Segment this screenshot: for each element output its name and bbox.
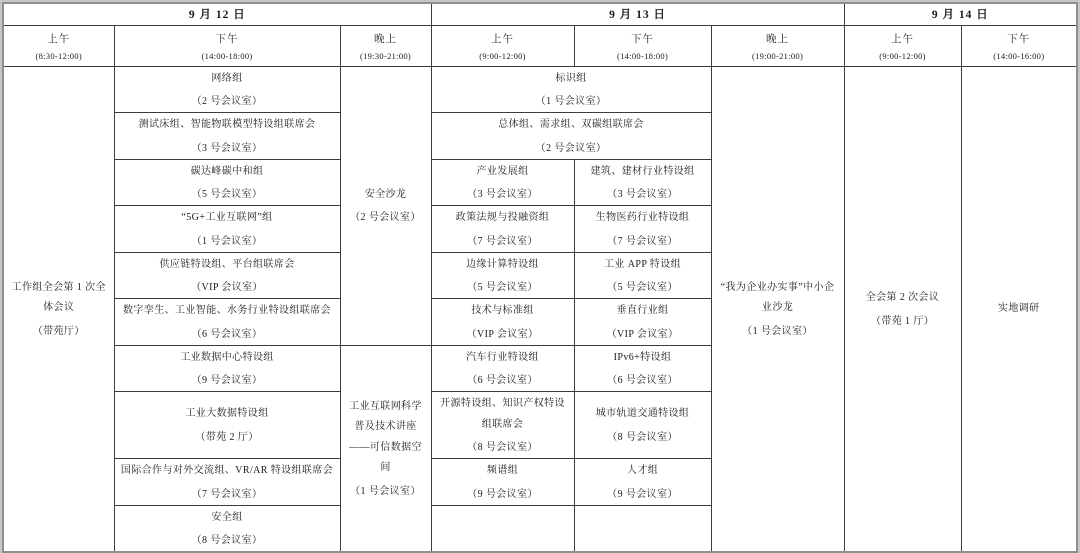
session-name: 生物医药行业特设组 bbox=[595, 212, 690, 223]
slot-label: 上午 bbox=[491, 33, 515, 45]
session-name: 测试床组、智能物联模型特设组联席会 bbox=[138, 119, 316, 130]
session-room: （8 号会议室） bbox=[607, 431, 678, 443]
session-cell bbox=[114, 459, 340, 506]
session-name: 频谱组 bbox=[486, 465, 519, 476]
slot-time: (14:00-16:00) bbox=[993, 50, 1045, 61]
slot-time: (9:00-12:00) bbox=[479, 50, 526, 61]
session-name: 国际合作与对外交流组、VR/AR 特设组联席会 bbox=[120, 465, 334, 476]
session-name: 标识组 bbox=[555, 72, 587, 84]
session-room: （8 号会议室） bbox=[191, 535, 263, 546]
date-header: 9 月 12 日 bbox=[3, 3, 431, 25]
session-name: 总体组、需求组、双碳组联席会 bbox=[498, 119, 644, 130]
session-room: （5 号会议室） bbox=[467, 282, 538, 293]
slot-time: (19:30-21:00) bbox=[359, 50, 412, 61]
session-cell bbox=[114, 299, 340, 346]
session-cell bbox=[961, 66, 1077, 552]
session-name: 供应链特设组、平台组联席会 bbox=[159, 258, 295, 270]
session-name: 工业大数据特设组 bbox=[185, 408, 269, 420]
slot-time: (14:00-18:00) bbox=[616, 50, 669, 61]
slot-label: 下午 bbox=[631, 33, 655, 45]
session-cell bbox=[114, 113, 340, 160]
session-name: IPv6+特设组 bbox=[613, 351, 672, 363]
session-name: “5G+工业互联网”组 bbox=[181, 212, 273, 223]
session-cell bbox=[574, 392, 711, 459]
date-header: 9 月 14 日 bbox=[844, 3, 1077, 25]
time-slot-header bbox=[711, 25, 844, 66]
session-cell bbox=[431, 159, 574, 206]
session-cell bbox=[574, 159, 711, 206]
session-cell bbox=[431, 299, 574, 346]
session-name: 产业发展组 bbox=[476, 165, 529, 177]
time-header-row bbox=[3, 25, 1077, 66]
session-cell bbox=[431, 252, 574, 299]
session-room: （5 号会议室） bbox=[191, 189, 263, 200]
session-name: 工业 APP 特设组 bbox=[604, 258, 682, 270]
session-name: 全会第 2 次会议 bbox=[865, 292, 940, 303]
session-room: （VIP 会议室） bbox=[466, 328, 539, 340]
time-slot-header bbox=[844, 25, 961, 66]
slot-label: 晚上 bbox=[766, 33, 790, 45]
session-room: （带苑 1 厅） bbox=[870, 315, 935, 327]
session-cell bbox=[574, 505, 711, 552]
session-name: 数字孪生、工业智能、水务行业特设组联席会 bbox=[123, 305, 331, 316]
session-cell bbox=[431, 505, 574, 552]
session-cell bbox=[574, 459, 711, 506]
session-room: （7 号会议室） bbox=[191, 488, 263, 500]
session-name: 政策法规与投融资组 bbox=[455, 212, 550, 223]
session-cell bbox=[3, 66, 114, 552]
session-room: （1 号会议室） bbox=[350, 485, 421, 497]
session-room: （5 号会议室） bbox=[607, 282, 678, 293]
session-name: 工作组全会第 1 次全体会议 bbox=[11, 281, 106, 314]
session-room: （8 号会议室） bbox=[467, 442, 538, 453]
session-room: （3 号会议室） bbox=[467, 189, 538, 200]
session-cell bbox=[114, 345, 340, 392]
slot-label: 上午 bbox=[891, 33, 915, 45]
slot-time: (9:00-12:00) bbox=[879, 50, 926, 61]
session-room: （9 号会议室） bbox=[607, 488, 678, 500]
time-slot-header bbox=[431, 25, 574, 66]
session-name: 边缘计算特设组 bbox=[466, 258, 539, 270]
slot-label: 晚上 bbox=[374, 33, 398, 45]
session-room: （1 号会议室） bbox=[191, 235, 263, 247]
session-cell bbox=[431, 459, 574, 506]
session-cell bbox=[340, 345, 431, 552]
session-name: 安全沙龙 bbox=[364, 188, 407, 200]
session-room: （3 号会议室） bbox=[607, 189, 678, 200]
session-room: （1 号会议室） bbox=[535, 96, 607, 107]
session-name: 开源特设组、知识产权特设组联席会 bbox=[440, 398, 565, 430]
time-slot-header bbox=[961, 25, 1077, 66]
session-room: （VIP 会议室） bbox=[191, 282, 263, 293]
slot-label: 下午 bbox=[215, 33, 239, 45]
session-cell bbox=[574, 345, 711, 392]
session-cell bbox=[431, 345, 574, 392]
session-name: 实地调研 bbox=[997, 302, 1040, 314]
schedule-row bbox=[3, 66, 1077, 113]
session-room: （2 号会议室） bbox=[191, 96, 263, 107]
session-cell bbox=[431, 113, 711, 160]
session-cell bbox=[574, 252, 711, 299]
time-slot-header bbox=[340, 25, 431, 66]
session-name: 网络组 bbox=[211, 72, 243, 84]
session-cell bbox=[844, 66, 961, 552]
session-name: “我为企业办实事”中小企业沙龙 bbox=[720, 281, 835, 314]
session-cell bbox=[114, 252, 340, 299]
slot-label: 上午 bbox=[47, 33, 71, 45]
session-cell bbox=[340, 66, 431, 345]
session-room: （带苑厅） bbox=[32, 325, 85, 337]
session-room: （7 号会议室） bbox=[607, 235, 678, 247]
time-slot-header bbox=[3, 25, 114, 66]
time-slot-header bbox=[114, 25, 340, 66]
session-room: （7 号会议室） bbox=[467, 235, 538, 247]
session-cell bbox=[114, 66, 340, 113]
session-room: （6 号会议室） bbox=[191, 328, 263, 340]
session-name: 安全组 bbox=[211, 511, 243, 523]
session-room: （2 号会议室） bbox=[535, 142, 607, 154]
session-name: 技术与标准组 bbox=[471, 305, 534, 316]
session-cell bbox=[574, 206, 711, 253]
session-room: （3 号会议室） bbox=[191, 142, 263, 154]
session-room: （带苑 2 厅） bbox=[195, 431, 259, 443]
slot-time: (8:30-12:00) bbox=[35, 50, 83, 61]
session-room: （6 号会议室） bbox=[607, 375, 678, 386]
time-slot-header bbox=[574, 25, 711, 66]
session-name: 工业数据中心特设组 bbox=[180, 351, 274, 363]
slot-label: 下午 bbox=[1007, 33, 1031, 45]
session-name: 汽车行业特设组 bbox=[466, 351, 539, 363]
schedule-sheet bbox=[2, 2, 1076, 546]
session-cell bbox=[431, 206, 574, 253]
session-name: 垂直行业组 bbox=[616, 305, 669, 316]
session-cell bbox=[431, 66, 711, 113]
session-room: （9 号会议室） bbox=[191, 375, 263, 386]
session-cell bbox=[114, 392, 340, 459]
date-header-row bbox=[3, 3, 1077, 25]
schedule-table bbox=[2, 2, 1078, 553]
session-cell bbox=[114, 206, 340, 253]
slot-time: (19:00-21:00) bbox=[751, 50, 804, 61]
session-cell bbox=[574, 299, 711, 346]
slot-time: (14:00-18:00) bbox=[201, 50, 253, 61]
session-name: 建筑、建材行业特设组 bbox=[590, 165, 695, 177]
session-room: （2 号会议室） bbox=[350, 212, 421, 224]
date-header: 9 月 13 日 bbox=[431, 3, 844, 25]
session-room: （VIP 会议室） bbox=[606, 328, 679, 340]
session-name: 城市轨道交通特设组 bbox=[595, 408, 690, 420]
schedule-body bbox=[3, 66, 1077, 552]
session-cell bbox=[711, 66, 844, 552]
session-name: 碳达峰碳中和组 bbox=[190, 165, 264, 177]
session-cell bbox=[431, 392, 574, 459]
session-cell bbox=[114, 505, 340, 552]
session-name: 工业互联网科学普及技术讲座——可信数据空间 bbox=[349, 400, 422, 474]
session-cell bbox=[114, 159, 340, 206]
session-name: 人才组 bbox=[626, 465, 659, 476]
session-room: （6 号会议室） bbox=[467, 375, 538, 386]
session-room: （1 号会议室） bbox=[742, 325, 813, 337]
session-room: （9 号会议室） bbox=[467, 488, 538, 500]
